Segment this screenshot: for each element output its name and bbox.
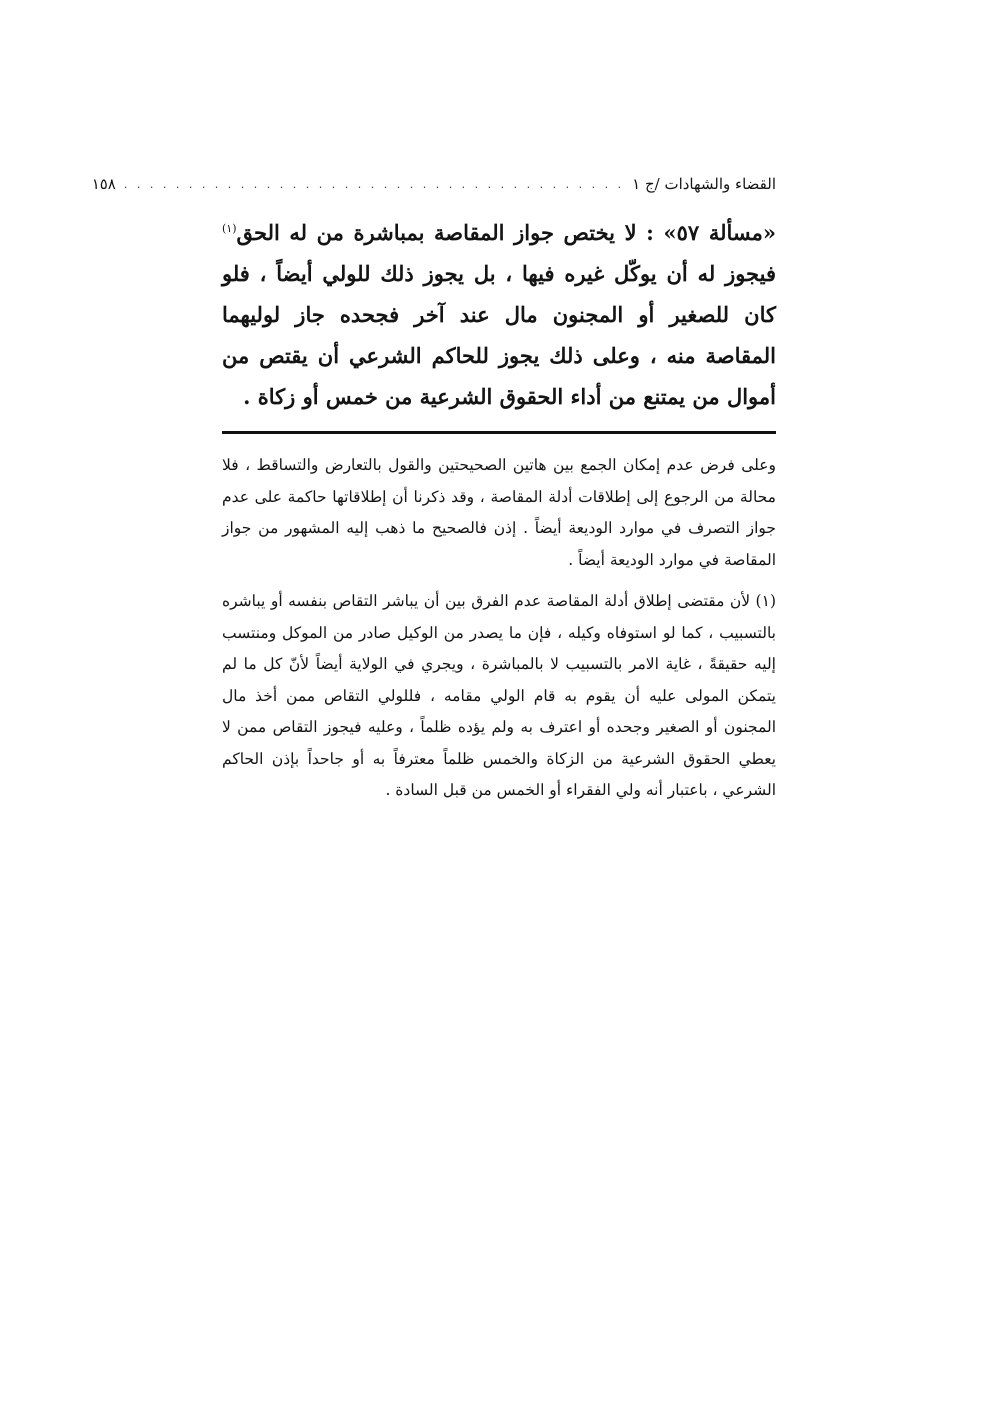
footnote-separator bbox=[222, 431, 776, 434]
page-number: ١٥٨ bbox=[91, 175, 116, 193]
footnotes bbox=[222, 450, 776, 807]
book-page bbox=[91, 170, 776, 807]
footnote-1: (١) لأن مقتضى إطلاق أدلة المقاصة عدم الفرق بين أن يباشر التقاص بنفسه أو يباشره بالتسبيب ، كما لو استوفاه وكيله ، فإن ما يصدر من الوكيل صادر من الموكل ومنتسب إليه حقيقةً ، غاية الامر بالتسبيب لا بالمباشرة ، ويجري في الولاية أيضاً لأنّ كل ما لم يتمكن المولى عليه أن يقوم به قام الولي مقامه ، فللولي التقاص ممن أخذ مال المجنون أو الصغير وجحده أو اعترف به ولم يؤده ظلماً ، وعليه فيجوز التقاص ممن لا يعطي الحقوق الشرعية من الزكاة والخمس ظلماً معترفاً به أو جاحداً بإذن الحاكم الشرعي ، باعتبار أنه ولي الفقراء أو الخمس من قبل السادة . bbox=[222, 592, 776, 799]
issue-text-rest: فيجوز له أن يوكّل غيره فيها ، بل يجوز ذلك للولي أيضاً ، فلو كان للصغير أو المجنون مال عند آخر فجحده جاز لوليهما المقاصة منه ، وعلى ذلك يجوز للحاكم الشرعي أن يقتص من أموال من يمتنع من أداء الحقوق الشرعية من خمس أو زكاة . bbox=[222, 261, 776, 409]
issue-text-start: : لا يختص جواز المقاصة بمباشرة من له الحق bbox=[236, 220, 664, 245]
running-header bbox=[91, 170, 776, 198]
issue-label: «مسألة ٥٧» bbox=[663, 220, 776, 245]
footnote-continuation: وعلى فرض عدم إمكان الجمع بين هاتين الصحيحتين والقول بالتعارض والتساقط ، فلا محالة من الرجوع إلى إطلاقات أدلة المقاصة ، وقد ذكرنا أن إطلاقاتها حاكمة على عدم جواز التصرف في موارد الوديعة أيضاً . إذن فالصحيح ما ذهب إليه المشهور من جواز المقاصة في موارد الوديعة أيضاً . bbox=[222, 456, 776, 569]
book-title: القضاء والشهادات /ج ١ bbox=[632, 175, 776, 193]
issue-paragraph bbox=[222, 212, 776, 417]
footnote-reference: (١) bbox=[222, 222, 237, 235]
leader-dots: . . . . . . . . . . . . . . . . . . . . . . . . . . . . . . . . . . . . . . . bbox=[123, 177, 625, 191]
